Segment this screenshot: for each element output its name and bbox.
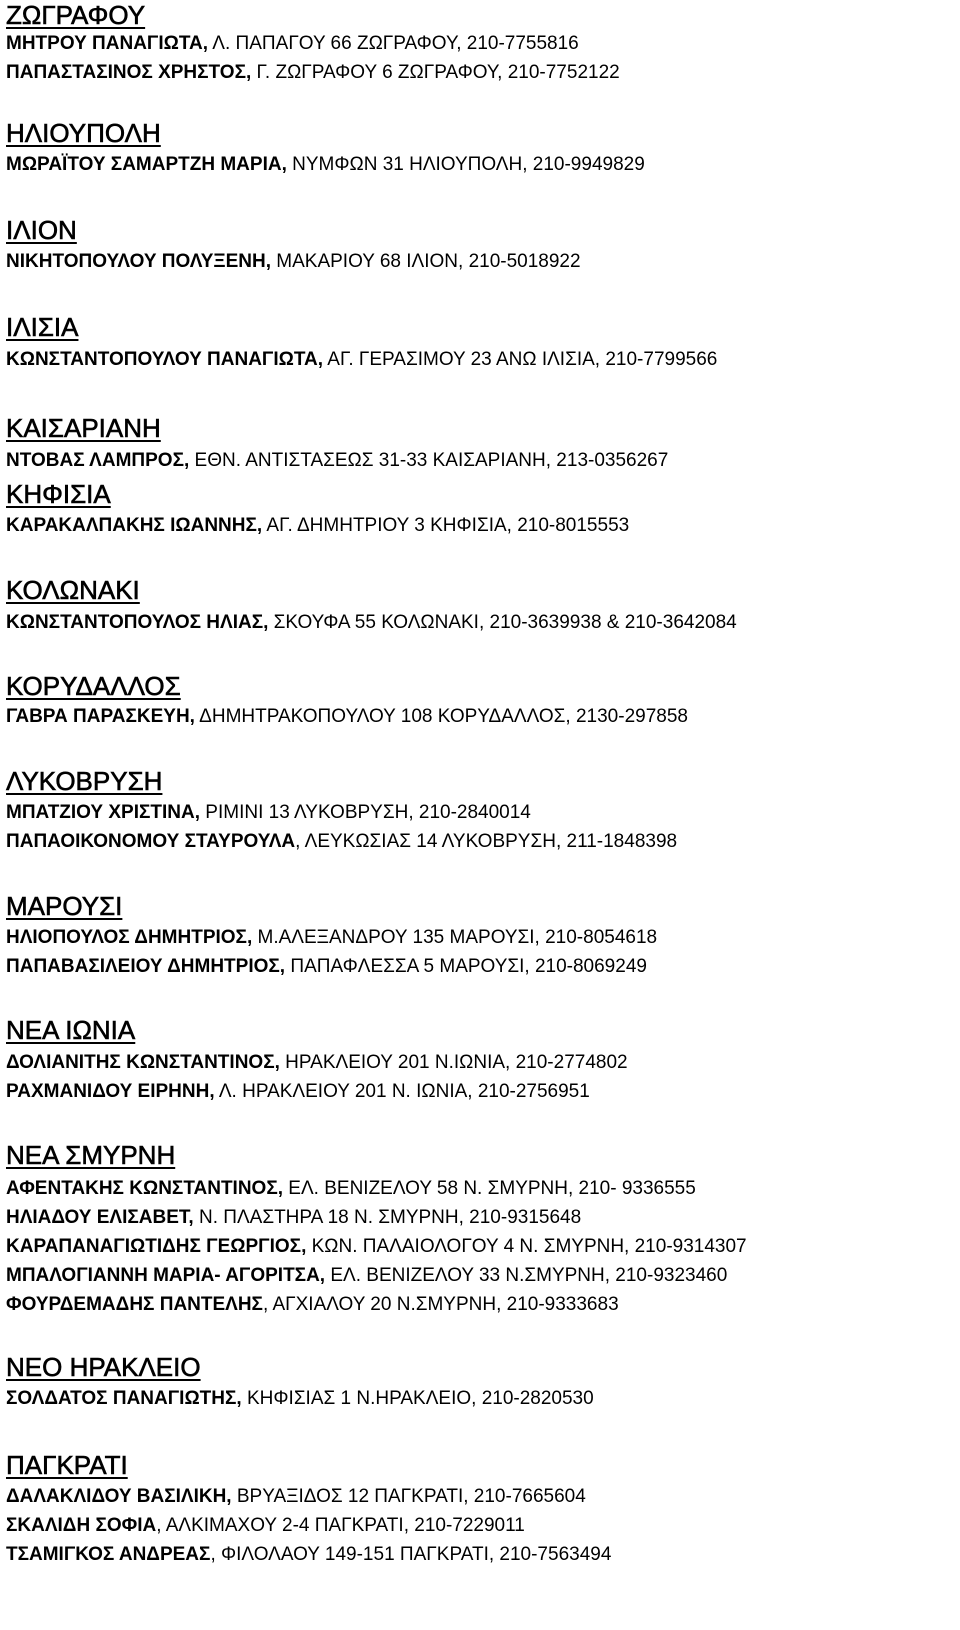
directory-entry bbox=[6, 1080, 590, 1104]
entry-address-phone: ΡΙΜΙΝΙ 13 ΛΥΚΟΒΡΥΣΗ, 210-2840014 bbox=[200, 802, 531, 823]
entry-name: ΡΑΧΜΑΝΙΔΟΥ ΕΙΡΗΝΗ, bbox=[6, 1081, 215, 1102]
area-heading: ΙΛΙΣΙΑ bbox=[6, 312, 79, 342]
area-heading: ΚΑΙΣΑΡΙΑΝΗ bbox=[6, 413, 161, 443]
entry-address-phone: Μ.ΑΛΕΞΑΝΔΡΟΥ 135 ΜΑΡΟΥΣΙ, 210-8054618 bbox=[252, 927, 658, 948]
area-heading: ΜΑΡΟΥΣΙ bbox=[6, 891, 123, 921]
entry-name: ΚΑΡΑΠΑΝΑΓΙΩΤΙΔΗΣ ΓΕΩΡΓΙΟΣ, bbox=[6, 1236, 307, 1257]
area-heading: ΖΩΓΡΑΦΟΥ bbox=[6, 0, 146, 30]
entry-name: ΜΗΤΡΟΥ ΠΑΝΑΓΙΩΤΑ, bbox=[6, 33, 209, 54]
entry-name: ΚΩΝΣΤΑΝΤΟΠΟΥΛΟΥ ΠΑΝΑΓΙΩΤΑ, bbox=[6, 349, 324, 370]
directory-entry bbox=[6, 153, 645, 177]
entry-name: ΜΠΑΛΟΓΙΑΝΝΗ ΜΑΡΙΑ- ΑΓΟΡΙΤΣΑ, bbox=[6, 1265, 326, 1286]
directory-entry bbox=[6, 1543, 611, 1567]
entry-address-phone: Λ. ΠΑΠΑΓΟΥ 66 ΖΩΓΡΑΦΟΥ, 210-7755816 bbox=[208, 33, 579, 54]
entry-address-phone: ΚΩΝ. ΠΑΛΑΙΟΛΟΓΟΥ 4 Ν. ΣΜΥΡΝΗ, 210-9314307 bbox=[306, 1236, 747, 1257]
directory-entry bbox=[6, 1235, 747, 1259]
entry-address-phone: ΕΛ. ΒΕΝΙΖΕΛΟΥ 58 Ν. ΣΜΥΡΝΗ, 210- 9336555 bbox=[283, 1178, 696, 1199]
entry-name: ΦΟΥΡΔΕΜΑΔΗΣ ΠΑΝΤΕΛΗΣ bbox=[6, 1294, 263, 1315]
entry-address-phone: ΣΚΟΥΦΑ 55 ΚΟΛΩΝΑΚΙ, 210-3639938 & 210-3642084 bbox=[268, 612, 737, 633]
entry-name: ΚΑΡΑΚΑΛΠΑΚΗΣ ΙΩΑΝΝΗΣ, bbox=[6, 515, 263, 536]
entry-address-phone: ΕΛ. ΒΕΝΙΖΕΛΟΥ 33 Ν.ΣΜΥΡΝΗ, 210-9323460 bbox=[325, 1265, 728, 1286]
entry-name: ΓΑΒΡΑ ΠΑΡΑΣΚΕΥΗ, bbox=[6, 706, 195, 727]
entry-name: ΔΟΛΙΑΝΙΤΗΣ ΚΩΝΣΤΑΝΤΙΝΟΣ, bbox=[6, 1052, 280, 1073]
directory-entry bbox=[6, 926, 657, 950]
directory-entry bbox=[6, 955, 647, 979]
directory-entry bbox=[6, 1264, 727, 1288]
entry-name: ΔΑΛΑΚΛΙΔΟΥ ΒΑΣΙΛΙΚΗ, bbox=[6, 1486, 232, 1507]
area-heading: ΚΟΛΩΝΑΚΙ bbox=[6, 575, 140, 605]
entry-address-phone: ΗΡΑΚΛΕΙΟΥ 201 Ν.ΙΩΝΙΑ, 210-2774802 bbox=[279, 1052, 628, 1073]
area-heading: ΠΑΓΚΡΑΤΙ bbox=[6, 1450, 128, 1480]
entry-address-phone: ΑΓ. ΔΗΜΗΤΡΙΟΥ 3 ΚΗΦΙΣΙΑ, 210-8015553 bbox=[262, 515, 630, 536]
entry-address-phone: , ΑΛΚΙΜΑΧΟΥ 2-4 ΠΑΓΚΡΑΤΙ, 210-7229011 bbox=[156, 1515, 525, 1536]
directory-entry bbox=[6, 705, 688, 729]
entry-name: ΤΣΑΜΙΓΚΟΣ ΑΝΔΡΕΑΣ bbox=[6, 1544, 211, 1565]
entry-name: ΝΙΚΗΤΟΠΟΥΛΟΥ ΠΟΛΥΞΕΝΗ, bbox=[6, 251, 271, 272]
entry-address-phone: ΕΘΝ. ΑΝΤΙΣΤΑΣΕΩΣ 31-33 ΚΑΙΣΑΡΙΑΝΗ, 213-0356267 bbox=[189, 450, 669, 471]
directory-entry bbox=[6, 514, 629, 538]
entry-address-phone: ΒΡΥΑΞΙΔΟΣ 12 ΠΑΓΚΡΑΤΙ, 210-7665604 bbox=[231, 1486, 586, 1507]
entry-address-phone: ΑΓ. ΓΕΡΑΣΙΜΟΥ 23 ΑΝΩ ΙΛΙΣΙΑ, 210-7799566 bbox=[323, 349, 718, 370]
entry-name: ΗΛΙΑΔΟΥ ΕΛΙΣΑΒΕΤ, bbox=[6, 1207, 194, 1228]
directory-entry bbox=[6, 1485, 586, 1509]
entry-address-phone: Ν. ΠΛΑΣΤΗΡΑ 18 Ν. ΣΜΥΡΝΗ, 210-9315648 bbox=[193, 1207, 582, 1228]
entry-address-phone: ΚΗΦΙΣΙΑΣ 1 Ν.ΗΡΑΚΛΕΙΟ, 210-2820530 bbox=[241, 1388, 594, 1409]
directory-entry bbox=[6, 1051, 628, 1075]
directory-entry bbox=[6, 1387, 594, 1411]
area-heading: ΝΕΑ ΣΜΥΡΝΗ bbox=[6, 1140, 176, 1170]
area-heading: ΝΕΟ ΗΡΑΚΛΕΙΟ bbox=[6, 1352, 201, 1382]
entry-address-phone: , ΑΓΧΙΑΛΟΥ 20 Ν.ΣΜΥΡΝΗ, 210-9333683 bbox=[262, 1294, 619, 1315]
entry-address-phone: , ΦΙΛΟΛΑΟΥ 149-151 ΠΑΓΚΡΑΤΙ, 210-7563494 bbox=[210, 1544, 612, 1565]
entry-name: ΚΩΝΣΤΑΝΤΟΠΟΥΛΟΣ ΗΛΙΑΣ, bbox=[6, 612, 269, 633]
entry-name: ΗΛΙΟΠΟΥΛΟΣ ΔΗΜΗΤΡΙΟΣ, bbox=[6, 927, 253, 948]
entry-name: ΜΩΡΑΪΤΟΥ ΣΑΜΑΡΤΖΗ ΜΑΡΙΑ, bbox=[6, 154, 287, 175]
area-heading: ΗΛΙΟΥΠΟΛΗ bbox=[6, 118, 161, 148]
area-heading: ΙΛΙΟΝ bbox=[6, 215, 77, 245]
entry-name: ΠΑΠΑΟΙΚΟΝΟΜΟΥ ΣΤΑΥΡΟΥΛΑ bbox=[6, 831, 296, 852]
directory-entry bbox=[6, 1177, 696, 1201]
area-heading: ΚΗΦΙΣΙΑ bbox=[6, 479, 111, 509]
entry-name: ΠΑΠΑΒΑΣΙΛΕΙΟΥ ΔΗΜΗΤΡΙΟΣ, bbox=[6, 956, 286, 977]
entry-address-phone: ΝΥΜΦΩΝ 31 ΗΛΙΟΥΠΟΛΗ, 210-9949829 bbox=[286, 154, 645, 175]
directory-entry bbox=[6, 1206, 581, 1230]
directory-entry bbox=[6, 1293, 619, 1317]
entry-address-phone: ΜΑΚΑΡΙΟΥ 68 ΙΛΙΟΝ, 210-5018922 bbox=[271, 251, 581, 272]
area-heading: ΝΕΑ ΙΩΝΙΑ bbox=[6, 1015, 136, 1045]
directory-entry bbox=[6, 611, 737, 635]
directory-entry bbox=[6, 250, 581, 274]
entry-address-phone: ΠΑΠΑΦΛΕΣΣΑ 5 ΜΑΡΟΥΣΙ, 210-8069249 bbox=[285, 956, 647, 977]
entry-name: ΑΦΕΝΤΑΚΗΣ ΚΩΝΣΤΑΝΤΙΝΟΣ, bbox=[6, 1178, 284, 1199]
entry-name: ΝΤΟΒΑΣ ΛΑΜΠΡΟΣ, bbox=[6, 450, 190, 471]
directory-entry bbox=[6, 32, 579, 56]
entry-address-phone: Λ. ΗΡΑΚΛΕΙΟΥ 201 Ν. ΙΩΝΙΑ, 210-2756951 bbox=[214, 1081, 590, 1102]
entry-address-phone: ΔΗΜΗΤΡΑΚΟΠΟΥΛΟΥ 108 ΚΟΡΥΔΑΛΛΟΣ, 2130-297858 bbox=[194, 706, 688, 727]
entry-address-phone: Γ. ΖΩΓΡΑΦΟΥ 6 ΖΩΓΡΑΦΟΥ, 210-7752122 bbox=[251, 62, 620, 83]
directory-entry bbox=[6, 348, 717, 372]
entry-name: ΣΟΛΔΑΤΟΣ ΠΑΝΑΓΙΩΤΗΣ, bbox=[6, 1388, 242, 1409]
entry-address-phone: , ΛΕΥΚΩΣΙΑΣ 14 ΛΥΚΟΒΡΥΣΗ, 211-1848398 bbox=[295, 831, 678, 852]
entry-name: ΠΑΠΑΣΤΑΣΙΝΟΣ ΧΡΗΣΤΟΣ, bbox=[6, 62, 252, 83]
directory-entry bbox=[6, 61, 620, 85]
directory-entry bbox=[6, 449, 668, 473]
directory-entry bbox=[6, 830, 677, 854]
entry-name: ΜΠΑΤΖΙΟΥ ΧΡΙΣΤΙΝΑ, bbox=[6, 802, 201, 823]
area-heading: ΛΥΚΟΒΡΥΣΗ bbox=[6, 766, 163, 796]
area-heading: ΚΟΡΥΔΑΛΛΟΣ bbox=[6, 671, 181, 701]
directory-entry bbox=[6, 1514, 525, 1538]
entry-name: ΣΚΑΛΙΔΗ ΣΟΦΙΑ bbox=[6, 1515, 157, 1536]
directory-entry bbox=[6, 801, 531, 825]
